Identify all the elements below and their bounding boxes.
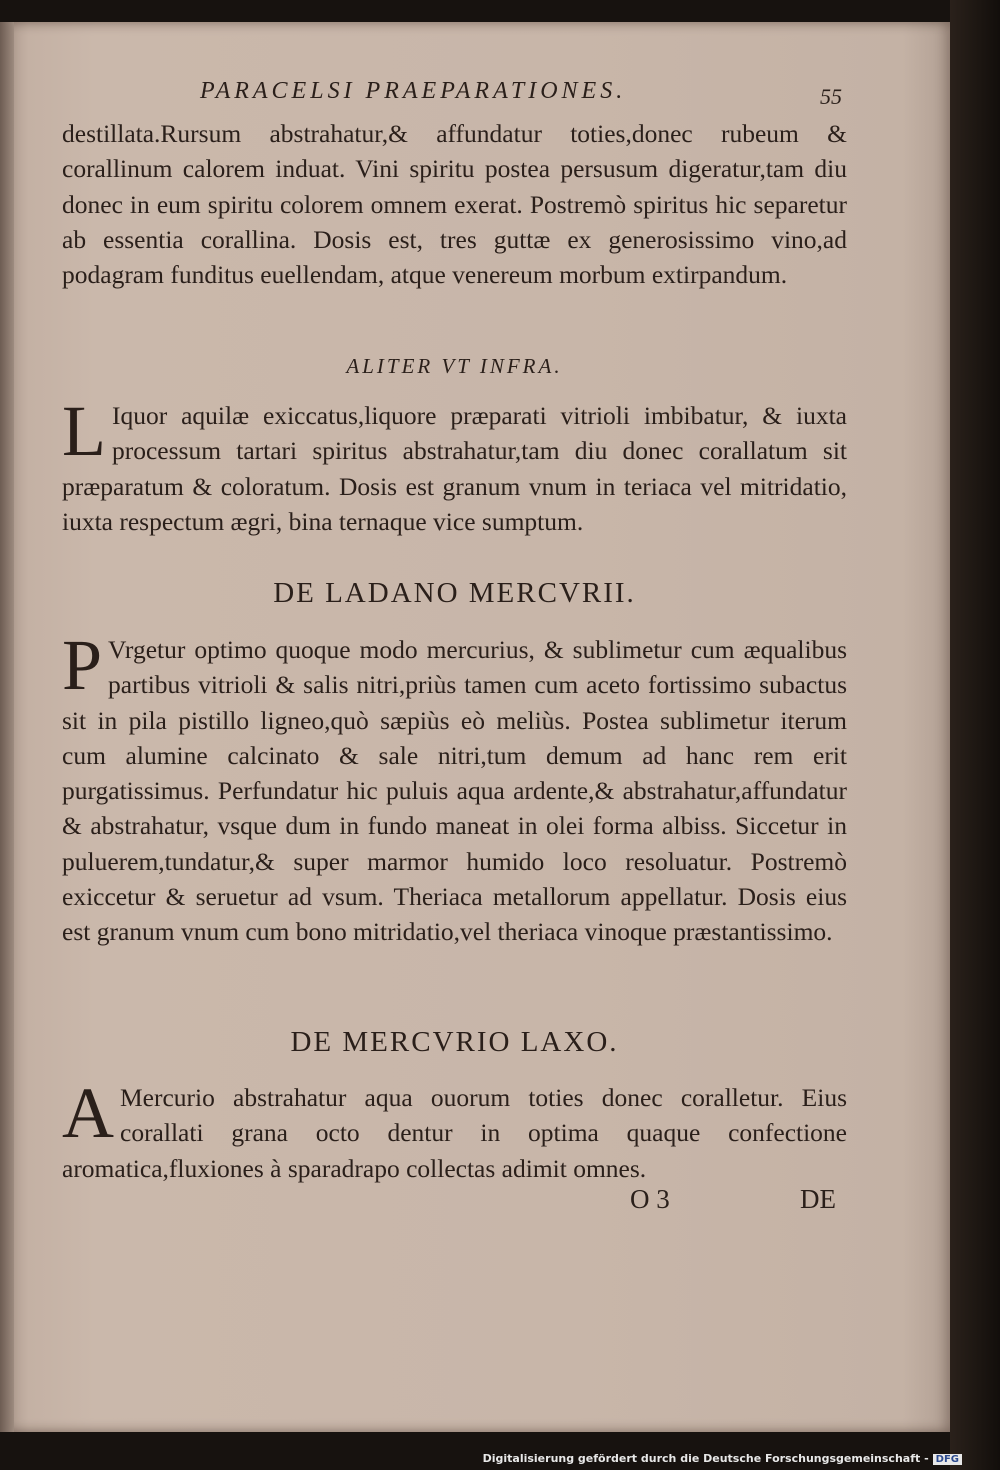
scan-right-edge	[950, 0, 1000, 1470]
paragraph-4-text: Mercurio abstrahatur aqua ouorum toties donec coralletur. Eius corallati grana octo dentur in optima quaque confectione aromatica,fluxiones à sparadrapo collectas adimit omnes.	[62, 1083, 847, 1183]
page-number: 55	[820, 84, 842, 109]
drop-cap-l: L	[62, 391, 106, 471]
paragraph-2-text: Iquor aquilæ exiccatus,liquore præparati vitrioli imbibatur, & iuxta processum tartari spiritus abstrahatur,tam diu donec corallatum sit præparatum & coloratum. Dosis est granum vnum in teriaca vel mitridatio, iuxta respectum ægri, bina ternaque vice sumptum.	[62, 401, 847, 536]
paragraph-1: destillata.Rursum abstrahatur,& affundatur toties,donec rubeum & corallinum calorem induat. Vini spiritu postea persusum digeratur,tam diu donec in eum spiritu colorem omnem exerat. Postremò spiritus hic separetur ab essentia corallina. Dosis est, tres guttæ ex generosissimo vino,ad podagram funditus euellendam, atque venereum morbum extirpandum.	[62, 119, 847, 290]
heading-laxo: DE MERCVRIO LAXO.	[290, 1026, 619, 1058]
running-head: PARACELSI PRAEPARATIONES.	[200, 78, 627, 104]
catchword: DE	[800, 1184, 836, 1214]
paragraph-3-text: Vrgetur optimo quoque modo mercurius, & sublimetur cum æqualibus partibus vitrioli & salis nitri,priùs tamen cum aceto fortissimo subactus sit in pila pistillo ligneo,quò sæpiùs eò meliùs. Postea sublimetur iterum cum alumine calcinato & sale nitri,tum demum ad hanc rem erit purgatissimus. Perfundatur hic puluis aqua ardente,& abstrahatur,affundatur & abstrahatur, vsque dum in fundo maneat in olei forma albiss. Siccetur in puluerem,tundatur,& super marmor humido loco resoluatur. Postremò exiccetur & seruetur ad vsum. Theriaca metallorum appellatur. Dosis eius est granum vnum cum bono mitridatio,vel theriaca vinoque præstantissimo.	[62, 635, 847, 947]
drop-cap-p: P	[62, 625, 103, 705]
dfg-logo: DFG	[933, 1454, 962, 1465]
drop-cap-a: A	[62, 1073, 114, 1153]
digitization-credit	[483, 1452, 962, 1465]
subheading-aliter: ALITER VT INFRA.	[346, 354, 563, 378]
signature-mark: O 3	[630, 1184, 670, 1214]
heading-ladano: DE LADANO MERCVRII.	[273, 577, 636, 609]
credit-text: Digitalisierung gefördert durch die Deutsche Forschungsgemeinschaft -	[482, 1452, 929, 1465]
page-gutter	[0, 22, 14, 1432]
paragraph-2	[62, 391, 847, 539]
paragraph-4	[62, 1073, 847, 1186]
paragraph-3	[62, 625, 847, 950]
